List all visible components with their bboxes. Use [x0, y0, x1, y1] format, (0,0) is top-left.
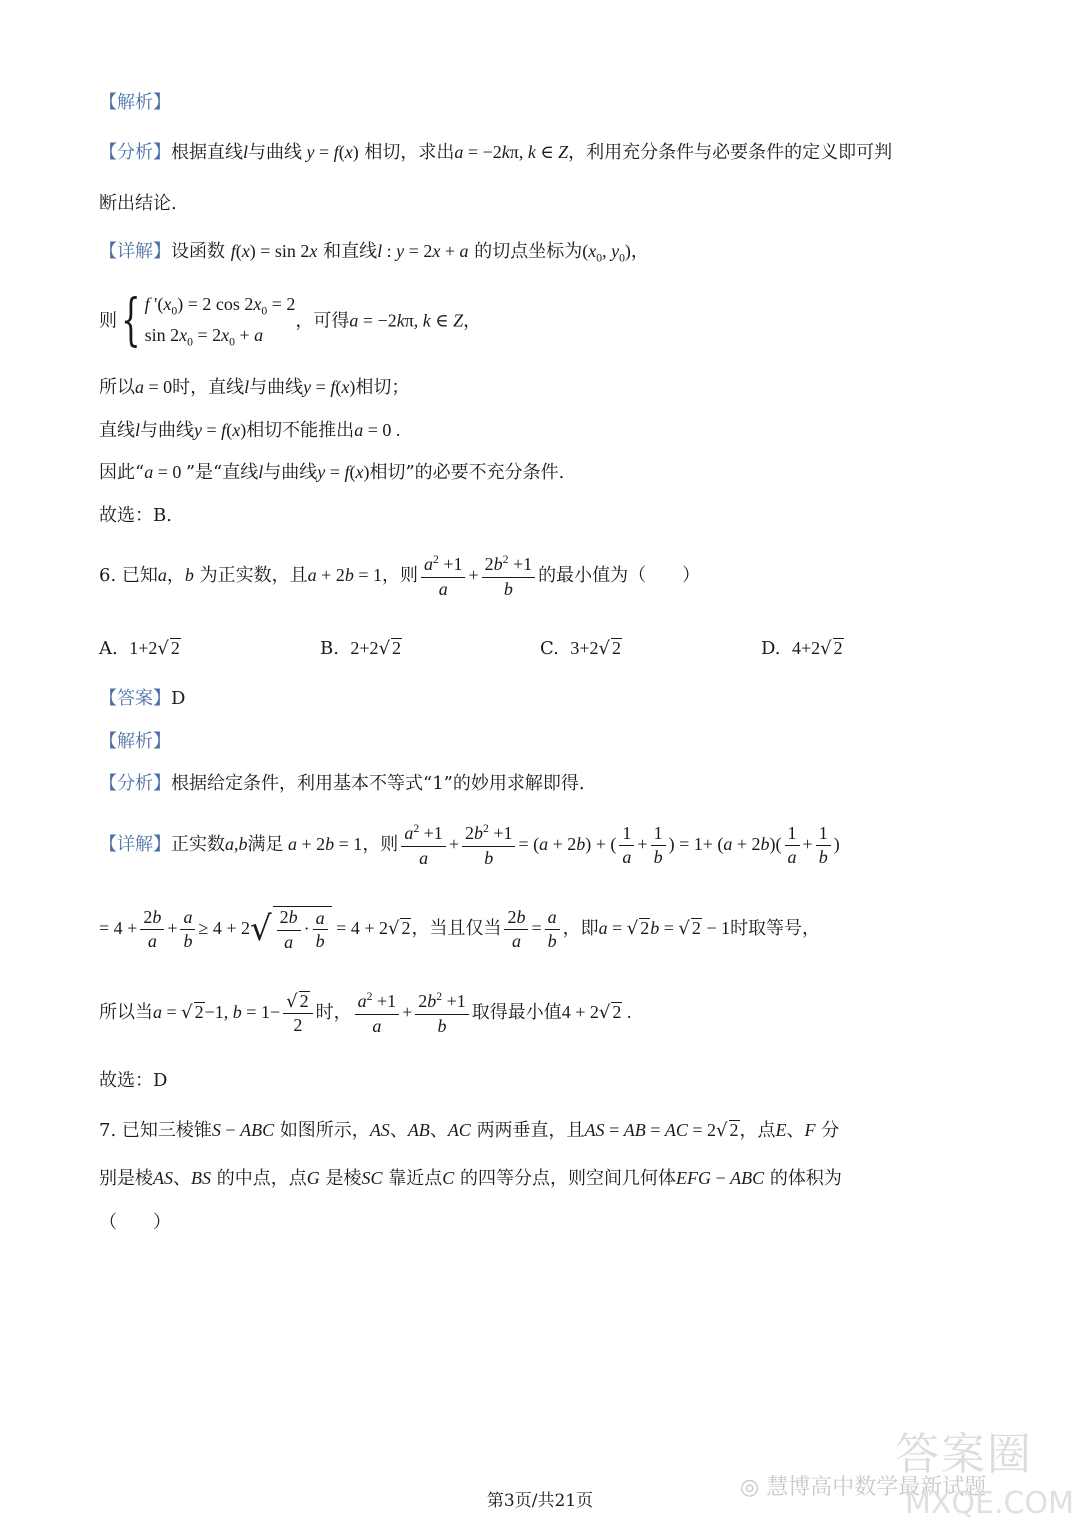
xiangjie-paragraph: 【详解】设函数 f(x) = sin 2x 和直线l : y = 2x + a 的切点坐标为($x_0$, $y_0$)，	[99, 241, 649, 265]
xiangjie-q6-line3: 所以当a = √ 2−1, b = 1− $\frac{√ 2}{2}$ 时， $\frac{a^2 +1}{a}$ + $\frac{2b^2 +1}{b}$ 取得最小值4 + 2√ 2 .	[99, 990, 632, 1036]
xiangjie-label: 【详解】	[99, 241, 171, 262]
fenxi-paragraph: 【分析】根据直线l与曲线 y = f(x) 相切，求出a = −2kπ, k ∈ Z，利用充分条件与必要条件的定义即可判	[99, 142, 893, 163]
yinci-line: 因此“a = 0 ”是“直线l与曲线y = f(x)相切”的必要不充分条件.	[99, 462, 565, 483]
watermark-logo: 答案圈	[895, 1429, 1033, 1480]
system-equation: 则{ f '$(x_0) = 2$ $\cos 2x_0 = 2$ $\sin 2x_0 = 2x_0 + a$ ，可得a = −2kπ, k ∈ Z，	[99, 288, 482, 354]
question-7: 7. 已知三棱锥S − ABC 如图所示，AS、AB、AC 两两垂直，且AS = AB = AC = 2√ 2，点E、F 分	[99, 1120, 840, 1141]
question-6-number: 6.	[99, 565, 117, 587]
answer-line	[99, 688, 185, 710]
answer-value: D	[171, 688, 186, 709]
guxuan-b: 故选：B.	[99, 505, 172, 526]
answer-label: 【答案】	[99, 688, 171, 709]
fenxi-label: 【分析】	[99, 142, 171, 163]
fenxi-paragraph-cont: 断出结论.	[99, 193, 177, 214]
option-b[interactable]: B. 2+2√ 2	[320, 638, 402, 659]
question-7-line2: 别是棱AS、BS 的中点，点G 是棱SC 靠近点C 的四等分点，则空间几何体EFG − ABC 的体积为	[99, 1168, 842, 1189]
zhixian-line: 直线l与曲线y = f(x)相切不能推出a = 0 .	[99, 420, 401, 441]
question-7-blank: （ ）	[99, 1212, 171, 1233]
xiangjie-q6-line1: 【详解】正实数a,b满足 a + 2b = 1，则 $\frac{a^2 +1}{a}$ + $\frac{2b^2 +1}{b}$ = (a + 2b) + ( $\frac{1}{a}$ + $\frac{1}{b}$ ) = 1+ (a + 2b)( $\frac{1}{a}$ + $\frac{1}{b}$ )	[99, 822, 840, 868]
question-6: 6. 已知a，b 为正实数，且a + 2b = 1，则 $\frac{a^2 +1}{a}$ + $\frac{2b^2 +1}{b}$ 的最小值为（ ）	[99, 553, 701, 599]
xiangjie-q6-line2: = 4 + $\frac{2b}{a}$ + $\frac{a}{b}$ ≥ 4 + 2√ $\frac{2b}{a}$ · $\frac{a}{b}$ = 4 + 2√ 2，当且仅当 $\frac{2b}{a}$ = $\frac{a}{b}$ ，即a = √ 2b = √ 2 − 1时取等号，	[99, 906, 821, 952]
jiexi-label: 【解析】	[99, 92, 171, 113]
watermark-account: ◎ 慧博高中数学最新试题	[740, 1475, 987, 1500]
left-brace-icon: {	[121, 288, 141, 354]
watermark-url: MXQE.COM	[905, 1486, 1074, 1521]
option-a[interactable]: A. 1+2√ 2	[99, 638, 180, 659]
jiexi-label-q6: 【解析】	[99, 731, 171, 752]
guxuan-d: 故选：D	[99, 1070, 168, 1091]
option-d[interactable]: D. 4+2√ 2	[761, 638, 843, 659]
question-7-number: 7.	[99, 1120, 117, 1141]
page-footer: 第3页/共21页	[486, 1491, 594, 1511]
option-c[interactable]: C. 3+2√ 2	[540, 638, 621, 659]
fenxi-q6: 【分析】根据给定条件，利用基本不等式“1”的妙用求解即得.	[99, 773, 585, 794]
wechat-icon: ◎	[740, 1475, 760, 1500]
suoyi-line: 所以a = 0时，直线l与曲线y = f(x)相切；	[99, 377, 410, 398]
